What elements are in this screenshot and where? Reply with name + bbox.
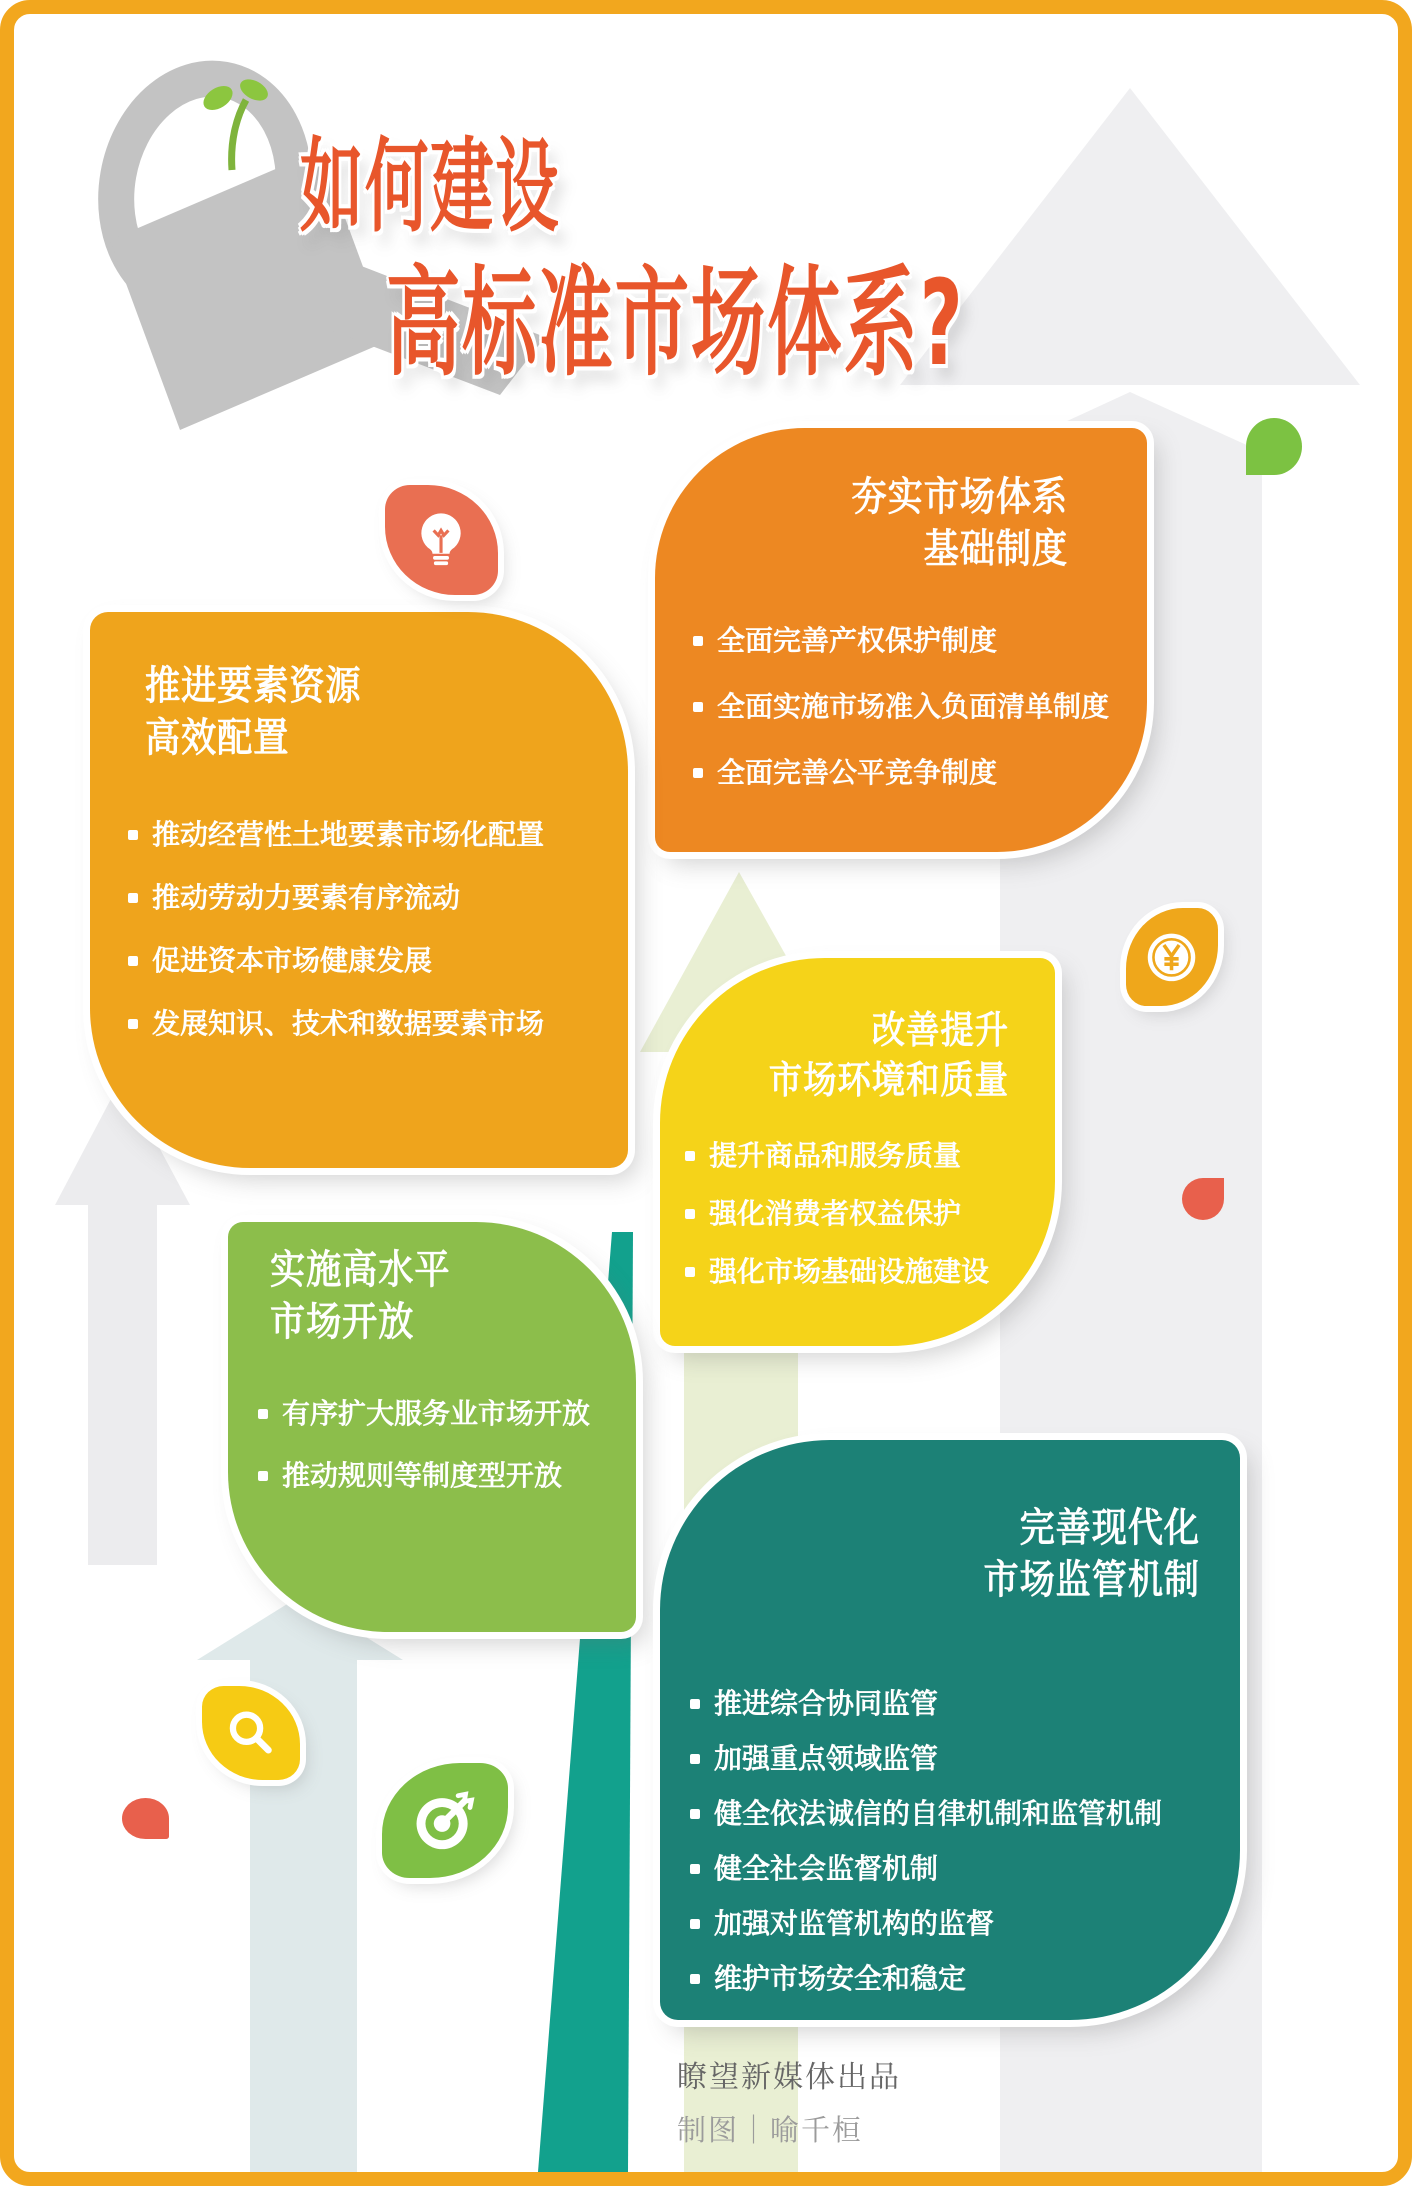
bullet-marker: [128, 956, 138, 966]
bullet-item: [685, 1252, 989, 1292]
bullet-item: [693, 753, 1109, 793]
bullet-marker: [685, 1267, 695, 1277]
bullet-item: [128, 878, 544, 918]
card-title-line: 市场监管机制: [983, 1557, 1200, 1603]
bullet-marker: [685, 1151, 695, 1161]
bullet-text: 提升商品和服务质量: [709, 1139, 962, 1172]
card-title: [769, 1005, 1009, 1105]
bullet-marker: [128, 1019, 138, 1029]
bullet-item: [690, 1959, 1162, 1999]
bullet-marker: [693, 768, 703, 778]
bullet-marker: [128, 830, 138, 840]
card-title-line: 改善提升: [871, 1008, 1009, 1052]
card-title-line: 推进要素资源: [145, 663, 362, 709]
bullet-text: 推进综合协同监管: [714, 1687, 939, 1720]
bullet-item: [258, 1456, 590, 1496]
bullet-item: [128, 941, 544, 981]
bullet-item: [258, 1394, 590, 1434]
card-market-regulation: [660, 1440, 1240, 2020]
bullet-item: [690, 1904, 1162, 1944]
card-title: [270, 1244, 450, 1348]
card-title-line: 市场环境和质量: [768, 1058, 1009, 1102]
bullet-marker: [690, 1809, 700, 1819]
card-market-environment: [660, 958, 1055, 1346]
bullet-item: [690, 1849, 1162, 1889]
bullet-item: [693, 621, 1109, 661]
page-title-line1: 如何建设: [300, 128, 561, 247]
bullet-marker: [690, 1864, 700, 1874]
page-title-line2: 高标准市场体系?: [386, 254, 965, 392]
card-title-line: 高效配置: [145, 715, 290, 761]
publisher-credit: 瞭望新媒体出品: [677, 2060, 901, 2095]
card-title: [852, 471, 1068, 575]
card-bullet-list: [690, 1684, 1162, 1999]
bullet-text: 推动经营性土地要素市场化配置: [152, 818, 545, 851]
bullet-marker: [685, 1209, 695, 1219]
leaf-icon: [1246, 418, 1302, 475]
bullet-item: [690, 1739, 1162, 1779]
bullet-marker: [690, 1974, 700, 1984]
card-title-line: 市场开放: [270, 1299, 415, 1345]
card-bullet-list: [128, 815, 544, 1044]
card-element-resources: [90, 612, 628, 1168]
bullet-text: 强化市场基础设施建设: [709, 1255, 990, 1288]
card-title-line: 基础制度: [923, 526, 1068, 572]
bullet-marker: [693, 702, 703, 712]
credits: [677, 2052, 901, 2149]
bullet-marker: [690, 1919, 700, 1929]
bullet-text: 推动规则等制度型开放: [282, 1459, 563, 1492]
up-arrow-blue-gray: [197, 1596, 403, 2172]
bullet-text: 健全依法诚信的自律机制和监管机制: [714, 1797, 1163, 1830]
card-bullet-list: [685, 1136, 989, 1292]
bullet-marker: [128, 893, 138, 903]
bullet-text: 加强重点领域监管: [714, 1742, 939, 1775]
bullet-text: 推动劳动力要素有序流动: [152, 881, 461, 914]
bullet-item: [685, 1194, 989, 1234]
card-market-opening: [228, 1222, 636, 1632]
bullet-text: 发展知识、技术和数据要素市场: [152, 1007, 545, 1040]
bullet-item: [690, 1794, 1162, 1834]
card-bullet-list: [258, 1394, 590, 1496]
bullet-marker: [693, 636, 703, 646]
bullet-item: [690, 1684, 1162, 1724]
bullet-marker: [258, 1471, 268, 1481]
card-title-line: 完善现代化: [1019, 1505, 1200, 1551]
leaf-icon: [1182, 1178, 1224, 1220]
bullet-text: 促进资本市场健康发展: [152, 944, 433, 977]
bullet-text: 全面完善公平竞争制度: [717, 756, 998, 789]
card-title: [984, 1502, 1200, 1606]
card-title: [145, 660, 361, 764]
designer-credit: 制图｜喻千桓: [677, 2113, 864, 2147]
leaf-icon: [122, 1798, 169, 1839]
bullet-marker: [258, 1409, 268, 1419]
bullet-text: 维护市场安全和稳定: [714, 1962, 967, 1995]
bullet-item: [693, 687, 1109, 727]
bullet-item: [685, 1136, 989, 1176]
bullet-item: [128, 1004, 544, 1044]
bullet-text: 健全社会监督机制: [714, 1852, 939, 1885]
bullet-text: 加强对监管机构的监督: [714, 1907, 995, 1940]
bullet-marker: [690, 1754, 700, 1764]
up-arrow-gray-left-small: [55, 1078, 190, 1565]
bullet-item: [128, 815, 544, 855]
card-title-line: 实施高水平: [270, 1247, 451, 1293]
bullet-marker: [690, 1699, 700, 1709]
card-bullet-list: [693, 621, 1109, 793]
bullet-text: 全面完善产权保护制度: [717, 624, 998, 657]
card-title-line: 夯实市场体系: [851, 474, 1068, 520]
bullet-text: 强化消费者权益保护: [709, 1197, 962, 1230]
bullet-text: 有序扩大服务业市场开放: [282, 1397, 591, 1430]
card-market-foundation: [655, 428, 1147, 852]
bullet-text: 全面实施市场准入负面清单制度: [717, 690, 1110, 723]
